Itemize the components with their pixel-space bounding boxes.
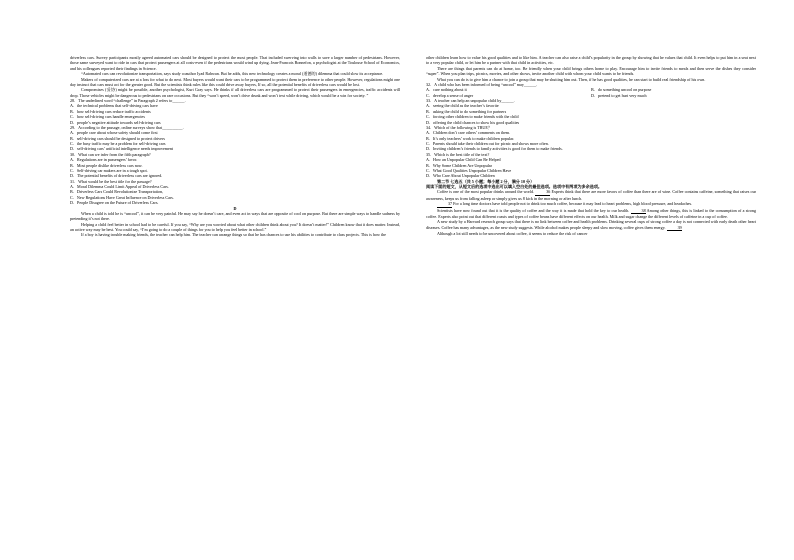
paragraph: Compromises (妥协) might be possible, another psychologist, Kurt Gray says. He thinks if all driverless cars are programmed to protect their passengers in emergencies, traffic accidents will drop. Those vehicles might be dangerous to pedestrians on rare occasions. But they “won’t speed, won’t drive drunk and won’t text while driving, which would be a win for society. ” — [70, 87, 400, 98]
paragraph: There are things that parents can do at home, too. Be friendly when your child brings others home to play. Encourage him to invite friends to meals and then serve the dishes they consider “super”. When you plan trips, picnics, movies, and other shows, invite another child with whom your child wants to be friends. — [426, 65, 756, 77]
answer-blank-38[interactable]: 38 — [631, 208, 646, 214]
question-29-stem: 29．According to the passage, online surveys show that__________. — [70, 124, 184, 130]
answer-blank-36[interactable]: 36 — [535, 189, 550, 195]
question-32-option: B．do something uncool on purpose — [591, 87, 652, 93]
cloze-paragraph: 37 For a long time doctors have told people not to drink too much coffee, because it may lead to heart problems, high blood pressure, and headaches. — [426, 201, 756, 207]
question-30-stem: 30．What can we infer from the fifth paragraph? — [70, 151, 151, 157]
question-29-option: D．self-driving cars’ artificial intelligence needs improvement — [70, 146, 174, 152]
question-35-option: A．How an Unpopular Child Can Be Helped — [426, 157, 501, 163]
question-32-option: D．pretend to get hurt very much — [591, 92, 647, 98]
question-33-stem: 33．A teacher can help an unpopular child by______. — [426, 98, 515, 103]
section-d-heading: D — [233, 205, 237, 211]
question-35-option: B．Why Some Children Are Unpopular — [426, 162, 492, 168]
question-28-option: B．how self-driving cars reduce traffic accidents — [70, 108, 151, 114]
question-30-option: A．Regulations are in passengers’ favor. — [70, 157, 138, 163]
question-31-stem: 31．What would be the best title for the passage? — [70, 178, 152, 184]
question-29-option: A．people care about whose safety should come first — [70, 130, 158, 136]
question-28-stem: 28．The underlined word “challenge” in Paragraph 2 refers to______. — [70, 98, 186, 103]
question-33-option: D．offering the child chances to show his good qualities — [426, 119, 520, 125]
paragraph: If a boy is having trouble making friends, the teacher can help him. The teacher can arrange things so that he has chances to use his abilities to contribute to class projects. This is how the — [81, 232, 386, 238]
paragraph: Helping a child feel better in school had to be careful. If you say, “Why are you worried about what other children think about you? It doesn’t matter!” Children know that it does matter. Instead, an active way may be best. You could say, “I’m going to do a couple of things for you to help you feel better in school.” — [70, 221, 400, 232]
question-30-option: B．Most people dislike driverless cars now. — [70, 162, 143, 168]
paragraph: “Automated cars can revolutionize transportation, says study coauthor Iyad Rahwan. But he adds, this new technology creates a moral (道德的) dilemma that could slow its acceptance. — [81, 71, 384, 77]
left-column — [70, 55, 400, 560]
cloze-paragraph: Although a lot still needs to be uncovered about coffee, it seems to reduce the risk of cancer — [437, 231, 588, 236]
section-2-instructions: 阅读下面的短文，从短文后的选项中选出可以填入空白处的最佳选项。选项中有两项为多余选项。 — [426, 184, 603, 189]
question-30-option: C．Self-driving car makers are in a tough spot. — [70, 167, 148, 173]
answer-blank-39[interactable]: 39 — [667, 225, 682, 231]
question-34-option: C．Parents should take their children out for picnic and shows more often. — [426, 141, 549, 146]
question-28-option: D．people’s negative attitude towards self-driving cars — [70, 119, 161, 125]
question-34-stem: 34．Which of the following is TRUE？ — [426, 124, 492, 130]
question-35-stem: 35．Which is the best title of the text? — [426, 151, 490, 157]
question-31-option: B．Driverless Cars Could Revolutionize Transportation, — [70, 189, 164, 195]
cloze-paragraph: A new study by a Harvard research group says that there is no link between coffee and health problems. Drinking several cups of strong coffee a day is not connected with early death other heart diseases. Coffee has many advantages, as the new study suggests. While alcohol makes people sleepy and slow moving, coffee gives them energy. 39 — [426, 219, 756, 230]
question-30-option: D．The potential benefits of driverless cars are ignored. — [70, 173, 163, 179]
paragraph: driverless cars. Survey participants mostly agreed automated cars should be designed to protect the most people. That included swerving into walls to save a larger number of pedestrians. However, those same surveyed want to ride in cars that protect passengers at all costs-even if the pedestrians would wind up dying. Jean-Francois Bonnefon, a psychologist at the Toulouse School of Economics, and his colleagues reported their findings in Science. — [70, 55, 400, 71]
question-29-option: C．the busy traffic may be a problem for self-driving cars — [70, 141, 166, 146]
paragraph: other children learn how to value his good qualities and to like him. A teacher can also raise a child’s popularity in the group by showing that he values that child. It even helps to put him in a seat next to a very popular child, or let him be a partner with that child in activities, etc. — [426, 55, 756, 66]
question-35-option: D．Who Care About Unpopular Children — [426, 173, 495, 179]
question-35-option: C．What Good Qualities Unpopular Children Have — [426, 167, 512, 173]
cloze-paragraph: Scientists have now found out that it is the quality of coffee and the way it is made that hold the key to our health. 38 Among other things, this is linked to the consumption of a strong coffee. Experts also point out that different roasts and types of coffee beans have different effects on our health. Milk and sugar change the different levels of caffeine in a cup of coffee. — [426, 207, 756, 219]
right-column — [426, 55, 756, 560]
question-31-option: D．People Disagree on the Future of Driverless Cars. — [70, 200, 159, 206]
question-29-option: B．self-driving cars should be designed to protect drivers — [70, 135, 165, 141]
question-33-option: C．forcing other children to make friends with the child — [426, 114, 519, 120]
paragraph: When a child is told he is “uncool”, it can be very painful. He may say he doesn’t care, and even act in ways that are opposite of cool on purpose. But there are simple ways to handle sadness by pretending it’s not there. — [70, 210, 400, 222]
question-28-option: C．how self-driving cars handle emergencies — [70, 114, 145, 120]
paragraph: What you can do is to give him a chance to join a group that may be shutting him out. Then, if he has good qualities, he can start to build real friendship of his own. — [437, 76, 706, 82]
question-33-option: B．asking the child to do something for partners — [426, 108, 507, 114]
paragraph: Makers of computerized cars are at a loss for what to do next. Most buyers would want their cars to be programmed to protect them in preference to other people. However, regulations might one day instruct that cars must act for the greater good. But the scientists think rules like this could drive away buyers, If so, all the potential benefits of driverless cars would be lost. — [70, 76, 400, 87]
question-33-option: A．seeing the child as the teacher’s favorite — [426, 103, 499, 109]
section-2-title: 第二节 七选五（共 5 小题；每小题 2 分，满分 10 分） — [437, 178, 535, 184]
question-32-option: A．care nothing about it — [426, 87, 467, 93]
question-31-option: C．New Regulations Have Great Influence on Driverless Cars. — [70, 194, 174, 200]
question-34-option: B．It’s only teachers’ work to make children popular. — [426, 135, 515, 141]
question-31-option: A．Moral Dilemma Could Limit Appeal of Driverless Cars. — [70, 184, 169, 189]
cloze-paragraph: Coffee is one of the most popular drinks around the world. 36 Experts think that there are more favors of coffee than there are of wine. Coffee contains caffeine, something that raises our awareness, keeps us from falling asleep or simply gives us 8 kick in the morning or after lunch. — [426, 189, 756, 201]
question-34-option: D．Inviting children’s friends to family activities is good for them to make friends. — [426, 146, 563, 152]
question-34-option: A．Children don’t care others’ comments on them. — [426, 130, 511, 136]
question-32-stem: 32．A child who has been informed of being “uncool” may______. — [426, 81, 538, 87]
question-28-option: A．the technical problems that self-driving cars have — [70, 103, 158, 109]
answer-blank-37[interactable]: 37 — [437, 201, 452, 207]
question-32-option: C．develop a sense of anger — [426, 92, 474, 98]
